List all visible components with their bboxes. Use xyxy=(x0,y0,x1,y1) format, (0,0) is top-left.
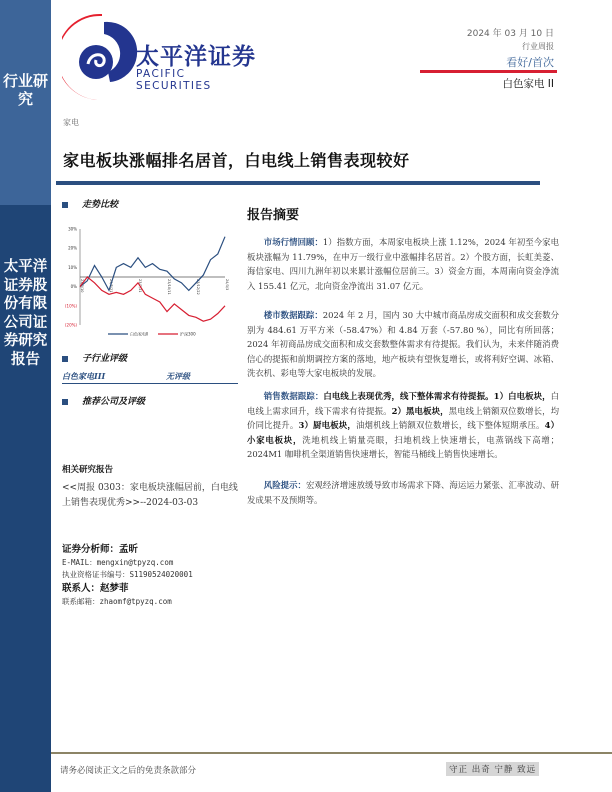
summary-heading: 报告摘要 xyxy=(247,208,300,223)
sales-small-appliance-head: 4）小家电板块， xyxy=(247,420,560,445)
risk-label: 风险提示： xyxy=(263,480,306,490)
housing-text: 2024 年 2 月，国内 30 大中城市商品房成交面积和成交套数分别为 484.61 万平方米（-58.47%）和 4.84 万套（-57.80 %），同比有所回落；2024 年初商品房成交面积和成交套数整体需求有待提振。我们认为，未来伴随消费信心的提振和前期调控方案的落地，地产板块有望恢复增长，或将利好空调、冰箱、洗衣机、彩电等大家电板块的发展。 xyxy=(247,310,560,379)
report-type: 行业周报 xyxy=(522,42,554,51)
svg-text:23/5/21: 23/5/21 xyxy=(109,279,113,293)
svg-text:0%: 0% xyxy=(70,284,77,290)
industry-rating: 看好/首次 xyxy=(506,56,554,69)
related-report-link[interactable]: <<周报 0303：家电板块涨幅居前，白电线上销售表现优秀>>--2024-03-03 xyxy=(62,483,238,508)
sales-label: 销售数据跟踪： xyxy=(263,391,324,401)
svg-text:23/3/10: 23/3/10 xyxy=(80,279,84,293)
sales-summary: 白电线上表现优秀，线下整体需求有待提振。 xyxy=(323,391,494,401)
svg-text:20%: 20% xyxy=(68,245,77,251)
report-date: 2024 年 03 月 10 日 xyxy=(466,29,554,39)
svg-text:23/12/22: 23/12/22 xyxy=(196,279,200,295)
sub-rating-row xyxy=(62,371,238,384)
svg-text:白色家电II: 白色家电II xyxy=(130,331,149,337)
housing-label: 楼市数据跟踪： xyxy=(263,310,323,320)
market-review-label: 市场行情回顾： xyxy=(263,237,323,247)
analyst-email[interactable]: E-MAIL：mengxin@tpyzq.com xyxy=(62,558,174,567)
trend-chart xyxy=(60,222,232,342)
logo-mark-icon xyxy=(62,12,142,102)
bullet-square-icon xyxy=(62,356,68,362)
svg-text:(10%): (10%) xyxy=(64,303,77,309)
sales-kitchen-head: 3）厨电板块， xyxy=(298,420,356,431)
sub-rating-heading xyxy=(62,351,127,364)
trend-heading xyxy=(62,197,118,210)
svg-text:23/10/11: 23/10/11 xyxy=(167,279,171,295)
sales-black-goods-text: 黑电线上销额双位数增长，均价同比提升。 xyxy=(247,405,560,431)
risk-paragraph xyxy=(247,478,559,507)
svg-text:沪深300: 沪深300 xyxy=(180,331,196,337)
header-divider xyxy=(420,70,557,73)
sector-name: 白色家电 II xyxy=(502,78,554,90)
sidebar-category-label: 行业研究 xyxy=(2,72,48,108)
footer-divider xyxy=(51,752,612,754)
logo-chinese-name: 太平洋证券 xyxy=(136,44,256,70)
company-logo xyxy=(62,12,262,102)
market-review-paragraph xyxy=(247,235,559,293)
risk-text: 宏观经济增速放缓导致市场需求下降、海运运力紧张、汇率波动、研发成果不及预期等。 xyxy=(247,480,560,505)
page-title: 家电板块涨幅排名居首，白电线上销售表现较好 xyxy=(63,151,410,170)
analyst-name: 证券分析师：孟昕 xyxy=(62,544,139,555)
title-divider xyxy=(56,181,540,185)
sales-black-goods-head: 2）黑电板块， xyxy=(391,405,449,416)
related-reports-heading: 相关研究报告 xyxy=(62,465,114,475)
bullet-square-icon xyxy=(62,399,68,405)
sub-rating-heading-label: 子行业评级 xyxy=(82,354,128,364)
footer-disclaimer: 请务必阅读正文之后的免责条款部分 xyxy=(60,766,197,776)
svg-text:(20%): (20%) xyxy=(64,322,77,328)
svg-text:23/7/31: 23/7/31 xyxy=(138,279,142,293)
breadcrumb: 家电 xyxy=(63,118,79,127)
sub-industry-name: 白色家电III xyxy=(62,371,106,381)
sub-industry-rating: 无评级 xyxy=(166,371,190,381)
footer-motto: 守正 出奇 宁静 致远 xyxy=(446,762,539,776)
trend-heading-label: 走势比较 xyxy=(82,200,119,210)
sales-white-goods-head: 1）白电板块， xyxy=(493,391,551,401)
contact-email[interactable]: 联系邮箱：zhaomf@tpyzq.com xyxy=(62,597,172,606)
analyst-certificate: 执业资格证书编号：S1190524020001 xyxy=(62,570,193,579)
bullet-square-icon xyxy=(62,202,68,208)
housing-paragraph xyxy=(247,308,559,381)
recommend-heading-label: 推荐公司及评级 xyxy=(82,397,146,407)
svg-text:10%: 10% xyxy=(68,264,77,270)
sales-white-goods-text: 白电线上需求回升，线下需求有待提振。 xyxy=(247,391,560,416)
contact-name: 联系人：赵梦菲 xyxy=(62,583,129,594)
sales-small-appliance-text: 洗地机线上销量亮眼，扫地机线上快速增长，电蒸锅线下高增；2024M1 咖啡机全渠道销售快速增长，智能马桶线上销售快速增长。 xyxy=(247,434,560,460)
svg-text:24/3/3: 24/3/3 xyxy=(225,279,229,291)
sales-paragraph xyxy=(247,389,559,462)
sales-kitchen-text: 油烟机线上销额双位数增长，线下整体短期承压。 xyxy=(355,420,545,431)
market-review-text: 1）指数方面，本周家电板块上涨 1.12%，2024 年初至今家电板块涨幅为 11.79%，在申万一级行业中涨幅排名居首。2）个股方面，长虹美菱、海信家电、四川九洲年初以来累计涨幅位居前三。3）资金方面，本周南向资金净流入 155.41 亿元，北向资金净流出 31.07 亿元。 xyxy=(247,237,559,291)
svg-text:30%: 30% xyxy=(68,226,77,232)
recommend-heading xyxy=(62,394,145,407)
sidebar-company-label: 太平洋证券股份有限公司证券研究报告 xyxy=(3,258,48,368)
logo-english-name: PACIFIC SECURITIES xyxy=(136,68,212,92)
